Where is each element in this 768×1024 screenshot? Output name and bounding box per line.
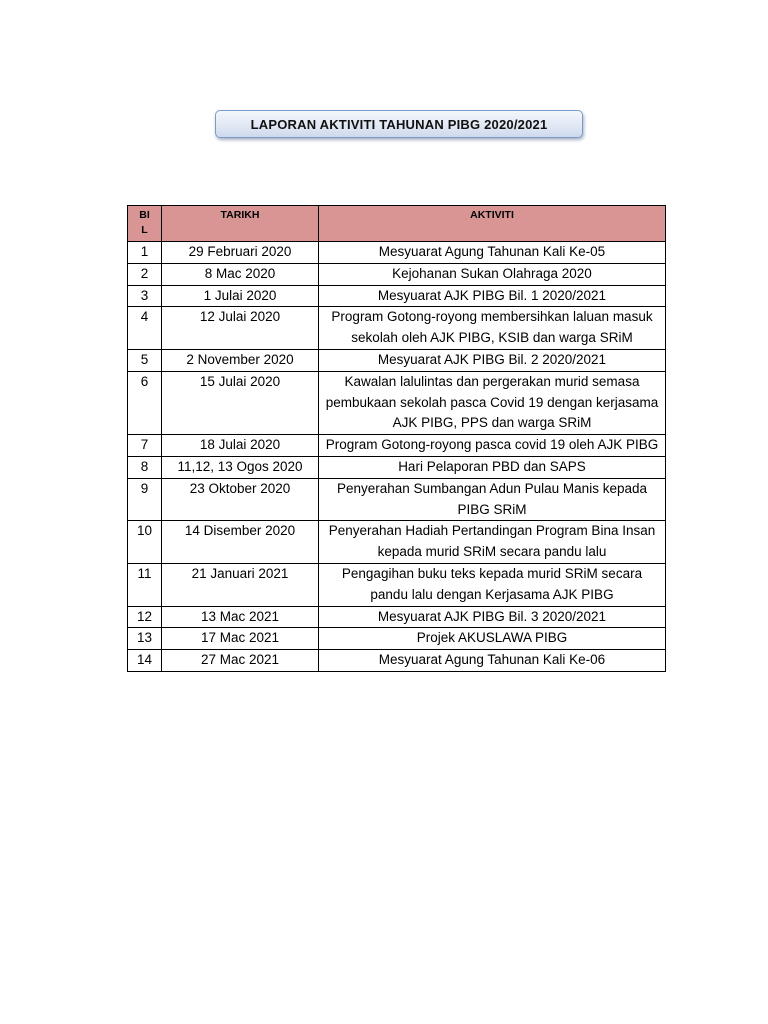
cell-tarikh: 21 Januari 2021 [162, 563, 319, 606]
cell-tarikh: 29 Februari 2020 [162, 242, 319, 264]
cell-bil: 8 [128, 456, 162, 478]
cell-tarikh: 2 November 2020 [162, 349, 319, 371]
report-title: LAPORAN AKTIVITI TAHUNAN PIBG 2020/2021 [250, 116, 548, 132]
header-bil: BI L [128, 206, 162, 242]
table-row [128, 285, 666, 307]
cell-bil: 3 [128, 285, 162, 307]
table-row [128, 478, 666, 521]
cell-aktiviti: Mesyuarat AJK PIBG Bil. 2 2020/2021 [319, 349, 666, 371]
table-row [128, 349, 666, 371]
cell-aktiviti: Mesyuarat Agung Tahunan Kali Ke-06 [319, 650, 666, 672]
cell-tarikh: 15 Julai 2020 [162, 371, 319, 434]
table-header-row [128, 206, 666, 242]
cell-bil: 12 [128, 606, 162, 628]
cell-aktiviti: Kejohanan Sukan Olahraga 2020 [319, 263, 666, 285]
cell-aktiviti: Pengagihan buku teks kepada murid SRiM secara pandu lalu dengan Kerjasama AJK PIBG [319, 563, 666, 606]
table-row [128, 563, 666, 606]
cell-tarikh: 14 Disember 2020 [162, 521, 319, 564]
table-row [128, 628, 666, 650]
table-row [128, 435, 666, 457]
cell-tarikh: 18 Julai 2020 [162, 435, 319, 457]
cell-tarikh: 11,12, 13 Ogos 2020 [162, 456, 319, 478]
cell-tarikh: 8 Mac 2020 [162, 263, 319, 285]
cell-bil: 2 [128, 263, 162, 285]
cell-bil: 13 [128, 628, 162, 650]
cell-bil: 9 [128, 478, 162, 521]
cell-aktiviti: Projek AKUSLAWA PIBG [319, 628, 666, 650]
cell-tarikh: 13 Mac 2021 [162, 606, 319, 628]
cell-bil: 6 [128, 371, 162, 434]
cell-aktiviti: Program Gotong-royong membersihkan laluan masuk sekolah oleh AJK PIBG, KSIB dan warga SRiM [319, 307, 666, 350]
cell-aktiviti: Mesyuarat Agung Tahunan Kali Ke-05 [319, 242, 666, 264]
header-tarikh: TARIKH [162, 206, 319, 242]
cell-aktiviti: Penyerahan Sumbangan Adun Pulau Manis kepada PIBG SRiM [319, 478, 666, 521]
cell-bil: 5 [128, 349, 162, 371]
cell-tarikh: 17 Mac 2021 [162, 628, 319, 650]
cell-aktiviti: Program Gotong-royong pasca covid 19 oleh AJK PIBG [319, 435, 666, 457]
cell-bil: 14 [128, 650, 162, 672]
cell-tarikh: 1 Julai 2020 [162, 285, 319, 307]
header-aktiviti: AKTIVITI [319, 206, 666, 242]
table-row [128, 606, 666, 628]
table-row [128, 521, 666, 564]
cell-aktiviti: Mesyuarat AJK PIBG Bil. 1 2020/2021 [319, 285, 666, 307]
cell-bil: 4 [128, 307, 162, 350]
cell-bil: 7 [128, 435, 162, 457]
table-row [128, 242, 666, 264]
cell-bil: 1 [128, 242, 162, 264]
cell-bil: 11 [128, 563, 162, 606]
report-title-box [215, 110, 583, 138]
table-row [128, 650, 666, 672]
table-row [128, 263, 666, 285]
cell-aktiviti: Hari Pelaporan PBD dan SAPS [319, 456, 666, 478]
table-row [128, 371, 666, 434]
cell-tarikh: 27 Mac 2021 [162, 650, 319, 672]
cell-tarikh: 12 Julai 2020 [162, 307, 319, 350]
cell-aktiviti: Mesyuarat AJK PIBG Bil. 3 2020/2021 [319, 606, 666, 628]
cell-aktiviti: Penyerahan Hadiah Pertandingan Program Bina Insan kepada murid SRiM secara pandu lalu [319, 521, 666, 564]
cell-aktiviti: Kawalan lalulintas dan pergerakan murid semasa pembukaan sekolah pasca Covid 19 dengan kerjasama AJK PIBG, PPS dan warga SRiM [319, 371, 666, 434]
table-row [128, 307, 666, 350]
table-row [128, 456, 666, 478]
activity-table [127, 205, 666, 672]
cell-bil: 10 [128, 521, 162, 564]
cell-tarikh: 23 Oktober 2020 [162, 478, 319, 521]
